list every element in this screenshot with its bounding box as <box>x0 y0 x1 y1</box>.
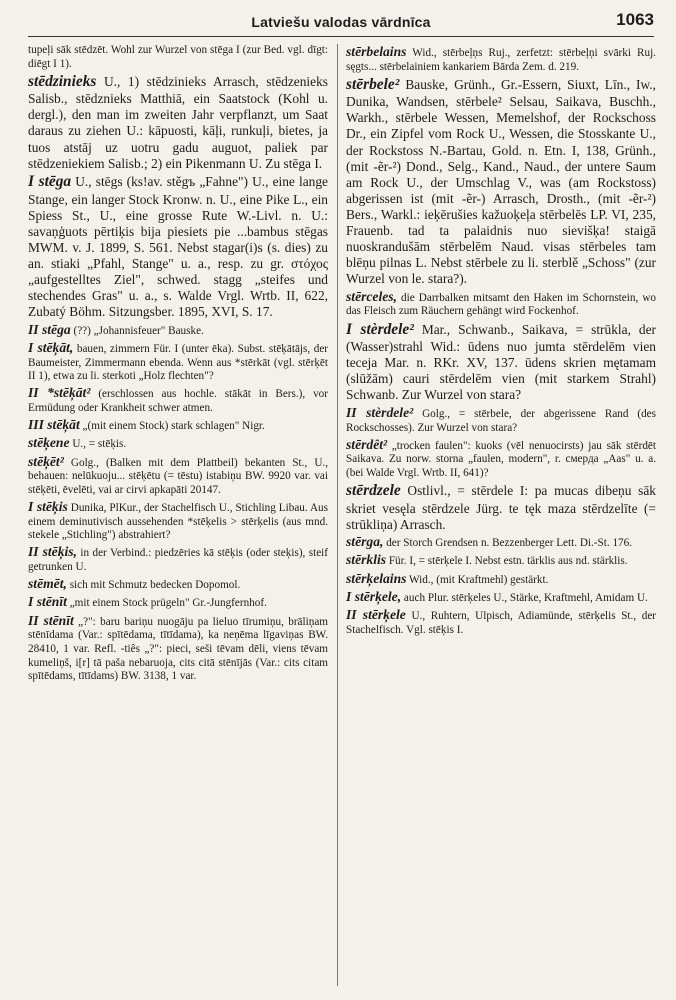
entry-headword: stērbele² <box>346 75 400 93</box>
entry-body: U., stēgs (ks!av. stěgъ „Fahne") U., eine lange Stange, ein langer Stock Kronw. n. U., eine Pike L., ein Spiess St., U., eine grosse Rute W.-Livl. n. U.: savaņģuots pērtiķis bija piesiets pie ...bambus stēgas MWM. v. J. 1899, S. 561. Nebst stagar(i)s (s. dies) zu an. stiaki „Pfahl, Stange" u. a., resp. zu gr. στόχος „aufgestelltes Ziel", schwed. stagg „steifes und stechendes Gras" u. a., s. Walde Vrgl. Wrtb. II, 622, Zubatý Böhm. Sitzungsber. 1895, XVI, S. 17. <box>28 174 328 320</box>
entry-headword: I stēga <box>28 173 72 191</box>
dictionary-entry <box>346 289 656 319</box>
dictionary-entry <box>28 454 328 498</box>
entry-headword: stēmēt, <box>28 576 67 592</box>
entry-headword: I stēnīt <box>28 594 67 610</box>
dictionary-entry <box>28 544 328 574</box>
entry-body: (erschlossen aus hochle. stākāt in Bers.), vor Ermüdung oder Krankheit schwer atmen. <box>28 388 328 415</box>
dictionary-entry <box>346 607 656 637</box>
dictionary-entry <box>28 340 328 384</box>
entry-body: Wid., (mit Kraftmehl) gestärkt. <box>409 573 549 586</box>
entry-headword: I stèrdele² <box>346 320 414 338</box>
dictionary-entry <box>28 44 328 71</box>
entry-headword: stērceles, <box>346 288 397 304</box>
entry-body: Dunika, PlKur., der Stachelfisch U., Stichling Libau. Aus einem deminutivisch aussehenden *stēķelis > stērķelis (aus mnd. stekele „Stichling") abstrahiert? <box>28 502 328 542</box>
dictionary-entry <box>346 571 656 588</box>
entry-body: U., = stēķis. <box>72 438 127 451</box>
entry-headword: stēķene <box>28 435 70 451</box>
entry-body: Golg., = stērbele, der abgerissene Rand (des Rockschosses). Zur Wurzel von stara? <box>346 407 656 434</box>
entry-headword: II stēga <box>28 321 71 337</box>
entry-body: „mit einem Stock prügeln" Gr.-Jungfernhof. <box>69 597 267 610</box>
entry-body: Ostlivl., = stērdele I: pa mucas dibeņu sāk skriet vesęla stērdzele Jürg. te tęk maza stērdzelīte (= strūkliņa) Arrasch. <box>346 483 656 532</box>
entry-headword: I stērķele, <box>346 588 402 604</box>
entry-body: U., 1) stēdzinieks Arrasch, stēdzenieks Salisb., stēdznieks Matthiā, ein Saatstock (Kohl u. dergl.), den man im zweiten Jahr verpflanzt, um Saat daraus zu ziehen U.: kāpuosti, kāļi, runkuļi, bietes, ja tuos atstāj uz uotru gadu auguot, paliek par stēdzeniekiem Salisb.; 2) ein Pikenmann U. Zu stēga I. <box>28 73 328 171</box>
entry-body: die Darrbalken mitsamt den Haken im Schornstein, wo das Fleisch zum Räuchern gehängt wird Fockenhof. <box>346 291 656 318</box>
page-number: 1063 <box>616 10 654 29</box>
dictionary-entry <box>28 73 328 172</box>
entry-body: der Storch Grendsen n. Bezzenberger Lett. Di.-St. 176. <box>386 537 633 550</box>
page-header <box>28 10 654 37</box>
entry-headword: I stēķis <box>28 499 68 515</box>
entry-headword: II stèrdele² <box>346 404 414 420</box>
dictionary-entry <box>28 435 328 452</box>
running-title: Latviešu valodas vārdnīca <box>251 14 431 30</box>
entry-headword: stērdêt² <box>346 436 388 452</box>
entry-body: Für. I, = stērķele I. Nebst estn. tärklis aus nd. stärklis. <box>388 555 628 568</box>
dictionary-entry <box>28 613 328 684</box>
dictionary-entry <box>346 405 656 435</box>
entry-headword: III stēķāt <box>28 417 80 433</box>
entry-body: Golg., (Balken mit dem Plattbeil) bekanten St., U., behauen: nelūkuoju... stēķētu (= tēstu) istabiņu BW. 9920 var. vai stēķēti, ēvelēti, vai ar cirvi apkapāti 20147. <box>28 456 328 496</box>
dictionary-entry <box>346 76 656 287</box>
dictionary-entry <box>346 552 656 569</box>
entry-body: Wid., stērbeļņs Ruj., zerfetzt: stērbeļņi svārki Ruj. sęgts... stērbelainiem kankariem Bārda Zem. d. 219. <box>346 47 656 73</box>
entry-body: Bauske, Grünh., Gr.-Essern, Siuxt, Līn., Iw., Dunika, Wandsen, stērbele² Selsau, Saikava, Buschh., Warkh., stērbele Wessen, Memelshof, der Rockschoss Dr., ein Zipfel vom Rock U., Wessen, die Stosskante U., der Rockstoss N.-Bartau, Gold. n. Etn. I, 138, Grünh., (mit -ẽr-²) Dond., Selg., Kand., Naud., der untere Saum am Rock U., der Umschlag V., was (am Rockstoss) abgerissen ist (mit -ẽr-) Arrasch, Drosth., (mit -ẽr-²) Bers., Warkl.: ieķērušies kažuoķeļa stērbelēs LP. VI, 235, Frauenb. tad ta palaidnis nuo sievišķa! staigā nuoskrandušām stērbelēm Naud. visas stērbeles tam blēņu pilnas L. Nebst stērbele zu li. sterblě „Schoss" (zur Wurzel von le. stara?). <box>346 76 656 287</box>
entry-headword: stērga, <box>346 534 384 550</box>
entry-headword: II stēnīt <box>28 612 74 628</box>
entry-headword: stērbelains <box>346 44 407 59</box>
entry-body: sich mit Schmutz bedecken Dopomol. <box>69 579 241 592</box>
entry-body: tupeļi sāk stēdzēt. Wohl zur Wurzel von stēga I (zur Bed. vgl. dīgt: diēgt I 1). <box>28 44 328 70</box>
left-column <box>28 44 328 990</box>
dictionary-entry <box>28 576 328 593</box>
entry-headword: stēdzinieks <box>28 72 97 90</box>
dictionary-entry <box>28 322 328 339</box>
entry-headword: II *stēķāt² <box>28 385 91 401</box>
dictionary-entry <box>346 534 656 551</box>
entry-body: „?": baru bariņu nuogāju pa lieluo tīrumiņu, brāliņam stēnīdama (Var.: spītēdama, tītīdama), ka neņēma līgaviņas BW. 28410, 1 var. Refl. -tiês „?": pieci, seši tēvam dēli, viens tēvam kumeliņš, i[r] tā paša nebaruoja, cits citā stēnījās (Var.: cits citam spītēdams, tītīdams) BW. 3138, 1 var. <box>28 615 328 683</box>
dictionary-entry <box>28 499 328 543</box>
entry-body: U., Ruhtern, Ulpisch, Adiamünde, stērķelis St., der Stachelfisch. Vgl. stēķis I. <box>346 609 656 636</box>
entry-headword: stērķelains <box>346 570 407 586</box>
entry-body: in der Verbind.: piedzēries kā stēķis (oder steķis), steif getrunken U. <box>28 547 328 574</box>
dictionary-entry <box>346 44 656 74</box>
dictionary-entry <box>346 321 656 404</box>
column-divider <box>337 44 338 986</box>
entry-headword: stērdzele <box>346 482 401 500</box>
dictionary-entry <box>28 417 328 434</box>
entry-headword: II stēķis, <box>28 544 77 560</box>
entry-headword: I stēķāt, <box>28 339 74 355</box>
entry-body: auch Plur. stērķeles U., Stärke, Kraftmehl, Amidam U. <box>403 591 648 604</box>
entry-body: bauen, zimmern Für. I (unter ēka). Subst. stēķātājs, der Baumeister, Zimmermann ebenda. Wenn aus *stērkāt (vgl. stērķēt II 1), etwa zu li. sterkoti „Holz flechten"? <box>28 342 328 383</box>
dictionary-entry <box>346 589 656 606</box>
entry-headword: stēķēt² <box>28 453 64 469</box>
entry-body: „(mit einem Stock) stark schlagen" Nigr. <box>82 420 265 433</box>
entry-body: (??) „Johannisfeuer" Bauske. <box>73 324 204 337</box>
dictionary-entry <box>346 482 656 533</box>
entry-body: Mar., Schwanb., Saikava, = strūkla, der (Wasser)strahl Wid.: ūdens nuo jumta stērdelēm vien teceja Mar. n. RKr. XV, 137. ūdens skrien mętamam (slūžām) cauri stērdelēm vien (mit starkem Strahl) Schwanb. Zur Wurzel von stara? <box>346 321 656 403</box>
right-column <box>346 44 656 990</box>
entry-headword: II stērķele <box>346 606 406 622</box>
entry-headword: stērklis <box>346 552 387 568</box>
dictionary-entry <box>28 385 328 415</box>
entry-body: „trocken faulen": kuoks (vēl nenuocirsts) jau sāk stērdēt Saikava. Zu norw. storna „faulen, modern", r. смерда „Aas" u. a. (bei Walde Vrgl. Wrtb. II, 641)? <box>346 439 656 479</box>
dictionary-entry <box>28 173 328 320</box>
dictionary-entry <box>28 594 328 611</box>
dictionary-entry <box>346 437 656 481</box>
